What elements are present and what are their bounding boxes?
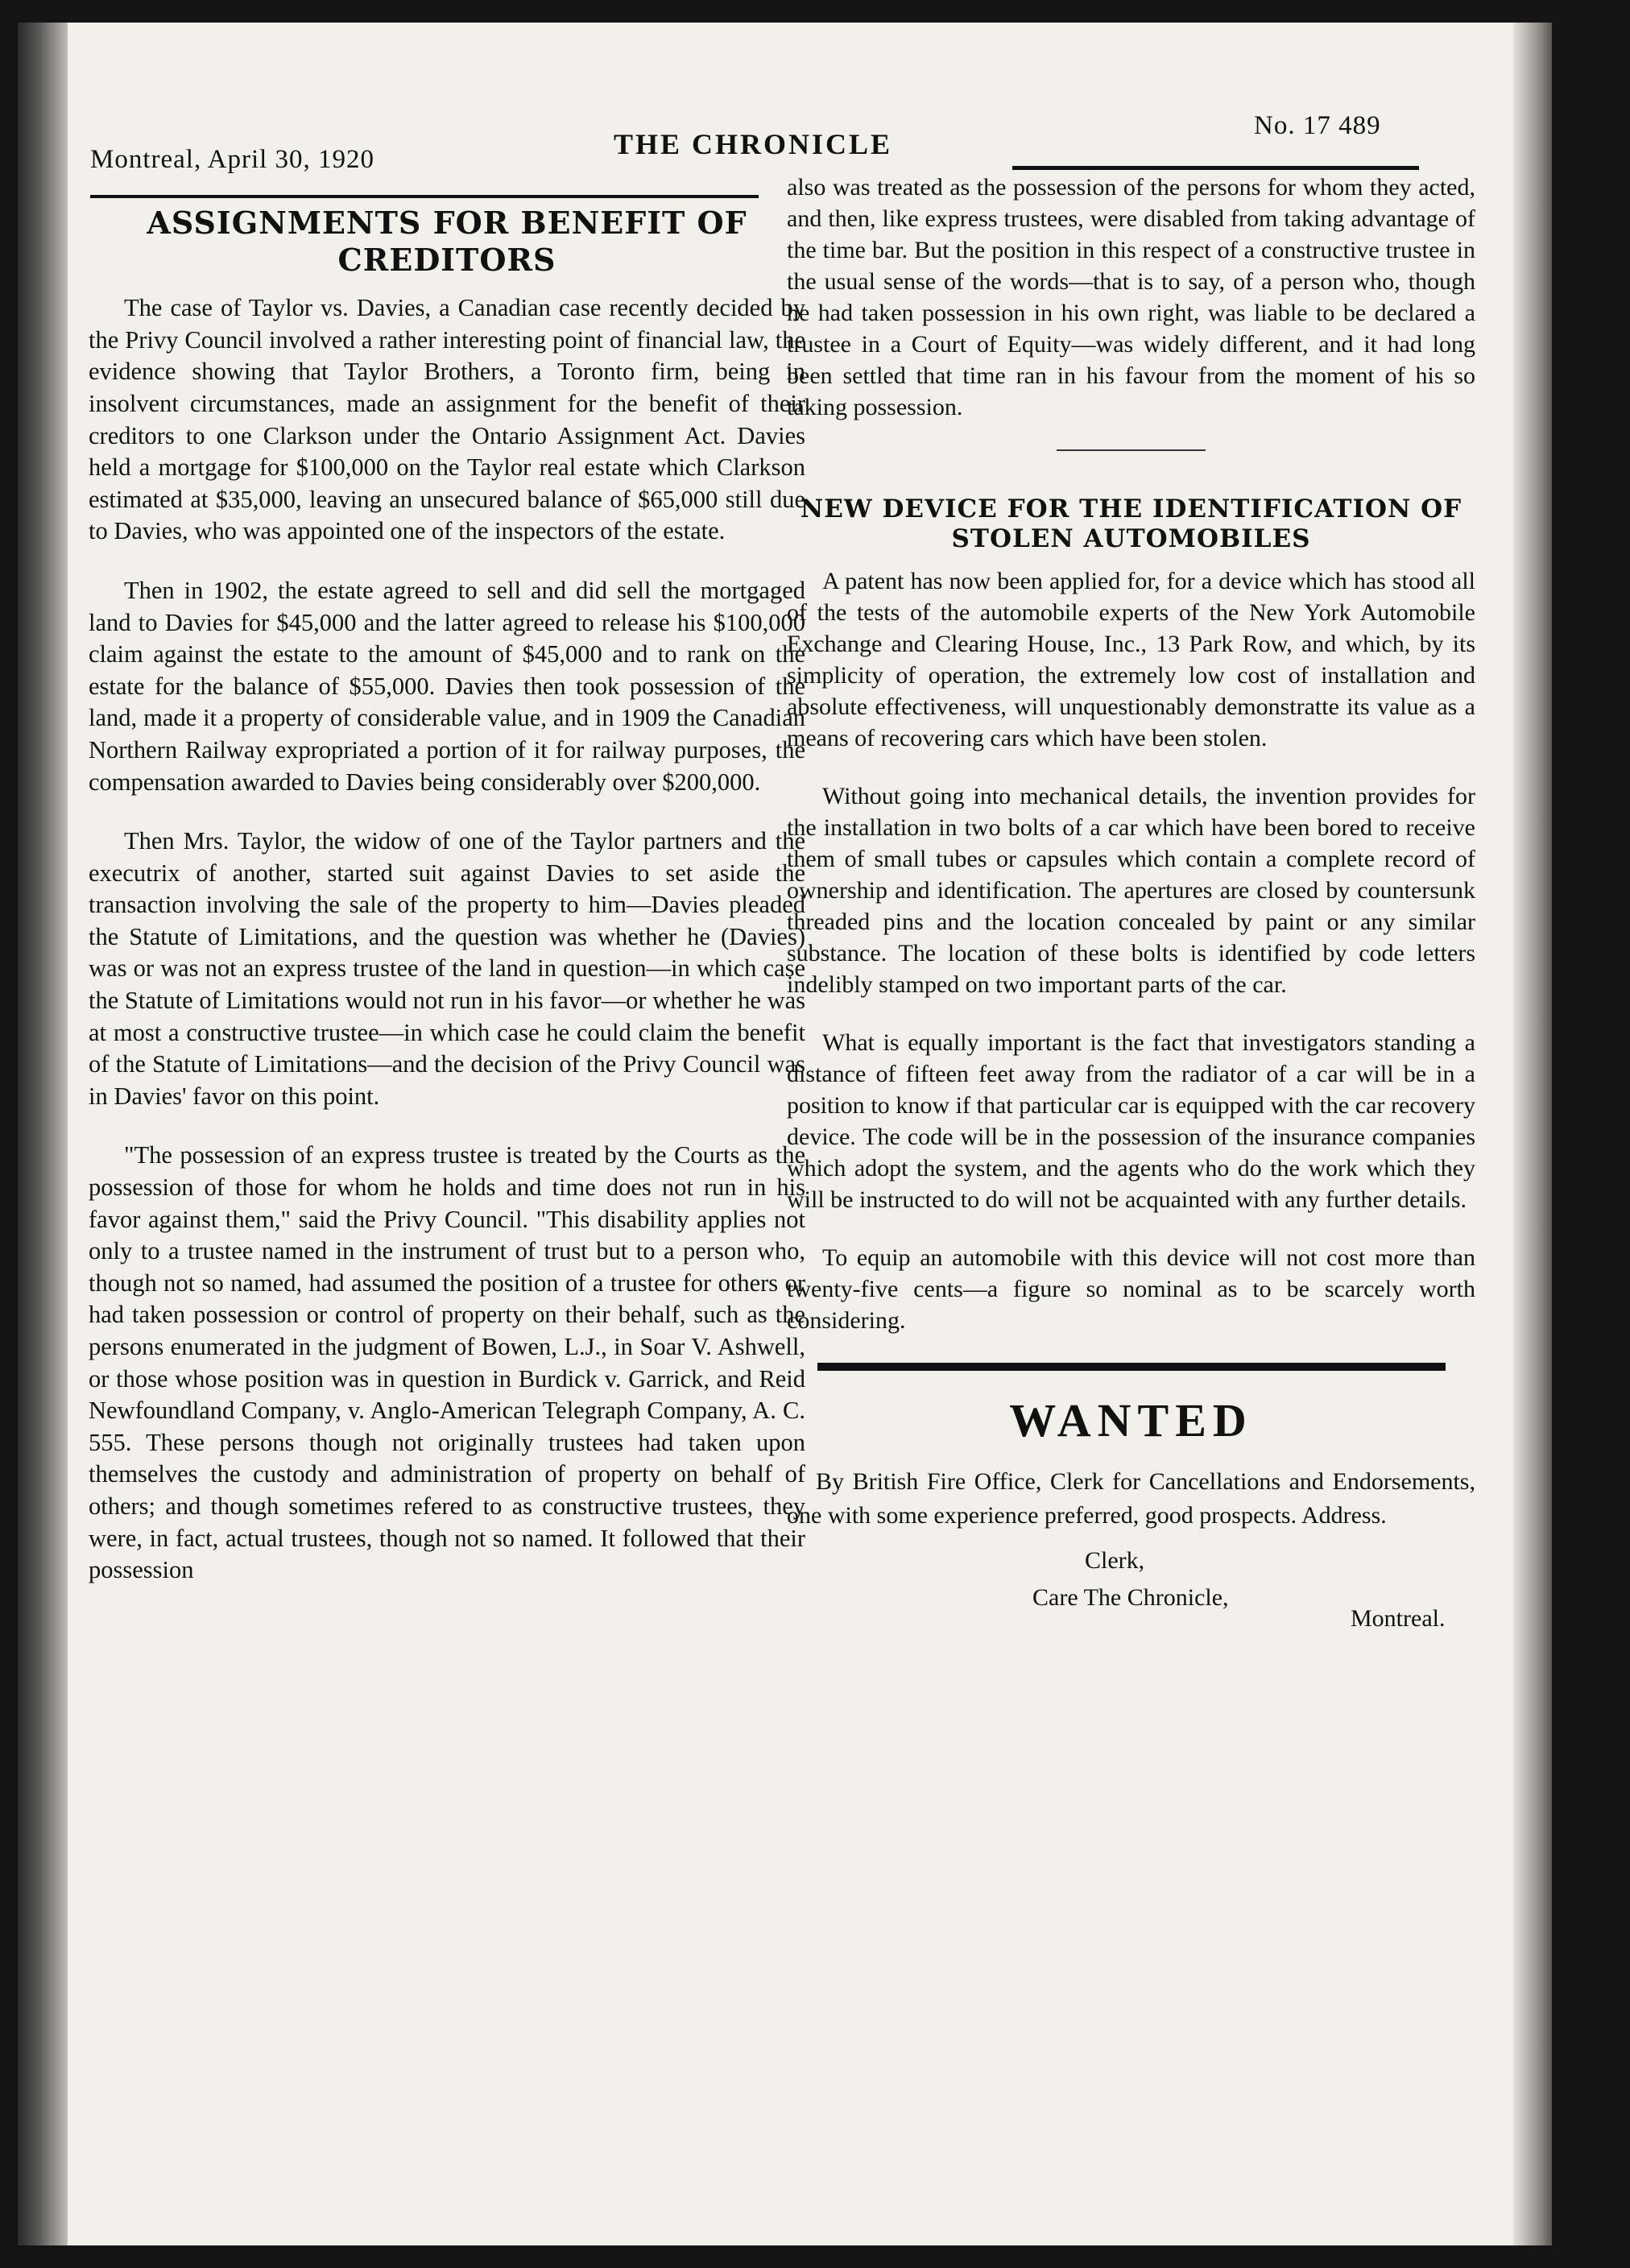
ad-signature-name: Clerk,: [1085, 1547, 1145, 1575]
page-binding: [18, 23, 68, 2245]
article2-title: NEW DEVICE FOR THE IDENTIFICATION OF STOLEN AUTOMOBILES: [800, 495, 1462, 554]
article1-paragraph: The case of Taylor vs. Davies, a Canadian case recently decided by the Privy Council involved a rather interesting point of financial law, the evidence showing that Taylor Brothers, a Toronto firm, being in insolvent circumstances, made an assignment for the benefit of their creditors to one Clarkson under the Ontario Assignment Act. Davies held a mortgage for $100,000 on the Taylor real estate which Clarkson estimated at $35,000, leaving an unsecured balance of $65,000 still due to Davies, who was appointed one of the inspectors of the estate.: [89, 294, 805, 545]
page-edge: [1513, 23, 1552, 2245]
newspaper-page: [18, 23, 1552, 2245]
ad-signature-city: Montreal.: [1351, 1605, 1446, 1633]
header-masthead: THE CHRONICLE: [614, 128, 893, 160]
article1-paragraph: Then Mrs. Taylor, the widow of one of the Taylor partners and the executrix of another, started suit against Davies to set aside the transaction involving the sale of the property to him—Davies pleaded the Statute of Limitations, and the question was whether he (Davies) was or was not an express trustee of the land in question—in which case the Statute of Limitations would not run in his favor—or whether he was at most a constructive trustee—in which case he could claim the benefit of the Statute of Limitations—and the decision of the Privy Council was in Davies' favor on this point.: [89, 827, 805, 1110]
article1-paragraph: Then in 1902, the estate agreed to sell and did sell the mortgaged land to Davies for $45,000 and the latter agreed to release his $100,000 claim against the estate to the amount of $45,000 and to rank on the estate for the balance of $55,000. Davies then took possession of the land, made it a property of considerable value, and in 1909 the Canadian Northern Railway expropriated a portion of it for railway purposes, the compensation awarded to Davies being considerably over $200,000.: [89, 576, 805, 796]
article2-paragraph: Without going into mechanical details, the invention provides for the installation in two bolts of a car which have been bored to receive them of small tubes or capsules which contain a complete record of ownership and identification. The apertures are closed by countersunk threaded pins and the location concealed by paint or any similar substance. The location of these bolts is identified by code letters indelibly stamped on two important parts of the car.: [787, 783, 1475, 999]
article1-paragraph: "The possession of an express trustee is treated by the Courts as the possession of those for whom he holds and time does not run in his favor against them," said the Privy Council. "This disability applies not only to a trustee named in the instrument of trust but to a person who, though not so named, had assumed the position of a trustee for others or had taken possession or control of property on their behalf, such as the persons enumerated in the judgment of Bowen, L.J., in Soar V. Ashwell, or those whose position was in question in Burdick v. Garrick, and Reid Newfoundland Company, v. Anglo-American Telegraph Company, A. C. 555. These persons though not originally trustees had taken upon themselves the custody and administration of property on behalf of others; and though sometimes refered to as constructive trustees, they were, in fact, actual trustees, though not so named. It followed that their possession: [89, 1141, 805, 1584]
header-rule-right: [1012, 166, 1419, 170]
column-left: [89, 200, 805, 1614]
article2-paragraph: A patent has now been applied for, for a device which has stood all of the tests of the automobile experts of the New York Automobile Exchange and Clearing House, Inc., 13 Park Row, and which, by its simplicity of operation, the extremely low cost of installation and absolute effectiveness, will unquestionably demonstratte its value as a means of recovering cars which have been stolen.: [787, 568, 1475, 752]
article2-paragraph: What is equally important is the fact that investigators standing a distance of fifteen feet away from the radiator of a car will be in a position to know if that particular car is equipped with the car recovery device. The code will be in the possession of the insurance companies which adopt the system, and the agents who do the work which they will be instructed to do will not be acquainted with any further details.: [787, 1029, 1475, 1214]
ad-signature-care: Care The Chronicle,: [1032, 1584, 1229, 1612]
column-right: [787, 172, 1475, 1636]
header-date: Montreal, April 30, 1920: [90, 145, 375, 174]
article1-continuation: also was treated as the possession of the persons for whom they acted, and then, like express trustees, were disabled from taking advantage of the time bar. But the position in this respect of a constructive trustee in the usual sense of the words—that is to say, of a person who, though he had taken possession in his own right, was liable to be declared a trustee in a Court of Equity—was widely different, and it had long been settled that time ran in his favour from the moment of his so taking possession.: [787, 174, 1475, 420]
article1-title: ASSIGNMENTS FOR BENEFIT OF CREDITORS: [147, 205, 747, 278]
header-issue: No. 17 489: [1254, 111, 1381, 140]
ad-body: By British Fire Office, Clerk for Cancellations and Endorsements, one with some experience preferred, good prospects. Address.: [787, 1468, 1475, 1529]
header-rule-left: [90, 195, 759, 198]
ad-heading: WANTED: [1009, 1394, 1253, 1447]
ad-divider: [817, 1363, 1446, 1371]
article-divider: [1057, 449, 1206, 451]
wanted-ad: [787, 1393, 1475, 1636]
article2-paragraph: To equip an automobile with this device will not cost more than twenty-five cents—a figure so nominal as to be scarcely worth considering.: [787, 1244, 1475, 1335]
